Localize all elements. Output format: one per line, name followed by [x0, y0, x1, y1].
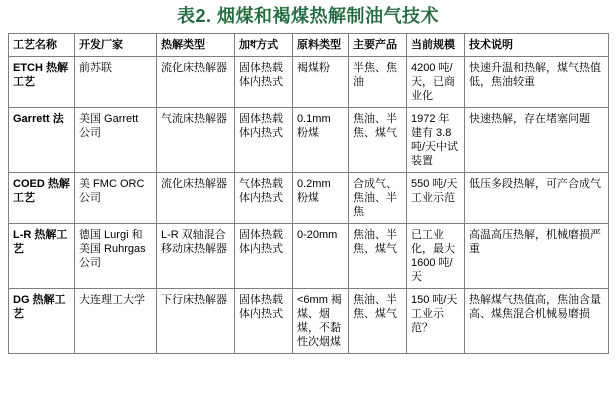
- cell-heating-mode: 固体热载体内热式: [235, 224, 293, 289]
- pyrolysis-technology-table: [8, 33, 609, 354]
- cell-products: 焦油、半焦、煤气: [349, 224, 407, 289]
- column-header-description: 技术说明: [465, 34, 609, 57]
- cell-scale: 1972 年建有 3.8 吨/天中试装置: [407, 108, 465, 173]
- cell-description: 热解煤气热值高，焦油含量高、煤焦混合机械易磨损: [465, 289, 609, 354]
- cell-heating-mode: 固体热载体内热式: [235, 108, 293, 173]
- column-header-process-name: 工艺名称: [9, 34, 75, 57]
- cell-products: 半焦、焦油: [349, 57, 407, 108]
- table-header-row: [9, 34, 609, 57]
- cell-heating-mode: 固体热载体内热式: [235, 57, 293, 108]
- cell-scale: 已工业化，最大 1600 吨/天: [407, 224, 465, 289]
- cell-feed-type: <6mm 褐煤、烟煤，不黏性次烟煤: [293, 289, 349, 354]
- cell-feed-type: 褐煤粉: [293, 57, 349, 108]
- cell-feed-type: 0-20mm: [293, 224, 349, 289]
- cell-developer: 大连理工大学: [75, 289, 157, 354]
- cell-pyrolysis-type: 下行床热解器: [157, 289, 235, 354]
- cell-pyrolysis-type: 流化床热解器: [157, 57, 235, 108]
- cell-description: 低压多段热解，可产合成气: [465, 173, 609, 224]
- cell-developer: 美国 Garrett 公司: [75, 108, 157, 173]
- cell-products: 焦油、半焦、煤气: [349, 108, 407, 173]
- cell-description: 高温高压热解，机械磨损严重: [465, 224, 609, 289]
- cell-process-name: Garrett 法: [9, 108, 75, 173]
- cell-process-name: ETCH 热解工艺: [9, 57, 75, 108]
- cell-developer: 德国 Lurgi 和美国 Ruhrgas 公司: [75, 224, 157, 289]
- cell-pyrolysis-type: 气流床热解器: [157, 108, 235, 173]
- table-row: [9, 173, 609, 224]
- table-row: [9, 108, 609, 173]
- cell-pyrolysis-type: 流化床热解器: [157, 173, 235, 224]
- table-row: [9, 224, 609, 289]
- cell-scale: 150 吨/天工业示范？: [407, 289, 465, 354]
- cell-developer: 美 FMC ORC 公司: [75, 173, 157, 224]
- cell-heating-mode: 气体热载体内热式: [235, 173, 293, 224]
- cell-process-name: COED 热解工艺: [9, 173, 75, 224]
- cell-products: 合成气、焦油、半焦: [349, 173, 407, 224]
- cell-process-name: DG 热解工艺: [9, 289, 75, 354]
- cell-feed-type: 0.2mm 粉煤: [293, 173, 349, 224]
- cell-scale: 4200 吨/天，已商业化: [407, 57, 465, 108]
- cell-developer: 前苏联: [75, 57, 157, 108]
- cell-products: 焦油、半焦、煤气: [349, 289, 407, 354]
- table-row: [9, 57, 609, 108]
- table-row: [9, 289, 609, 354]
- cell-description: 快速热解，存在堵塞问题: [465, 108, 609, 173]
- column-header-heating-mode: 加ধ方式: [235, 34, 293, 57]
- column-header-scale: 当前规模: [407, 34, 465, 57]
- page-title: 表2. 烟煤和褐煤热解制油气技术: [176, 6, 439, 26]
- column-header-feed-type: 原料类型: [293, 34, 349, 57]
- column-header-developer: 开发厂家: [75, 34, 157, 57]
- cell-scale: 550 吨/天工业示范: [407, 173, 465, 224]
- cell-process-name: L-R 热解工艺: [9, 224, 75, 289]
- cell-feed-type: 0.1mm 粉煤: [293, 108, 349, 173]
- cell-pyrolysis-type: L-R 双轴混合移动床热解器: [157, 224, 235, 289]
- cell-description: 快速升温和热解，煤气热值低，焦油较重: [465, 57, 609, 108]
- cell-heating-mode: 固体热载体内热式: [235, 289, 293, 354]
- column-header-pyrolysis-type: 热解类型: [157, 34, 235, 57]
- column-header-products: 主要产品: [349, 34, 407, 57]
